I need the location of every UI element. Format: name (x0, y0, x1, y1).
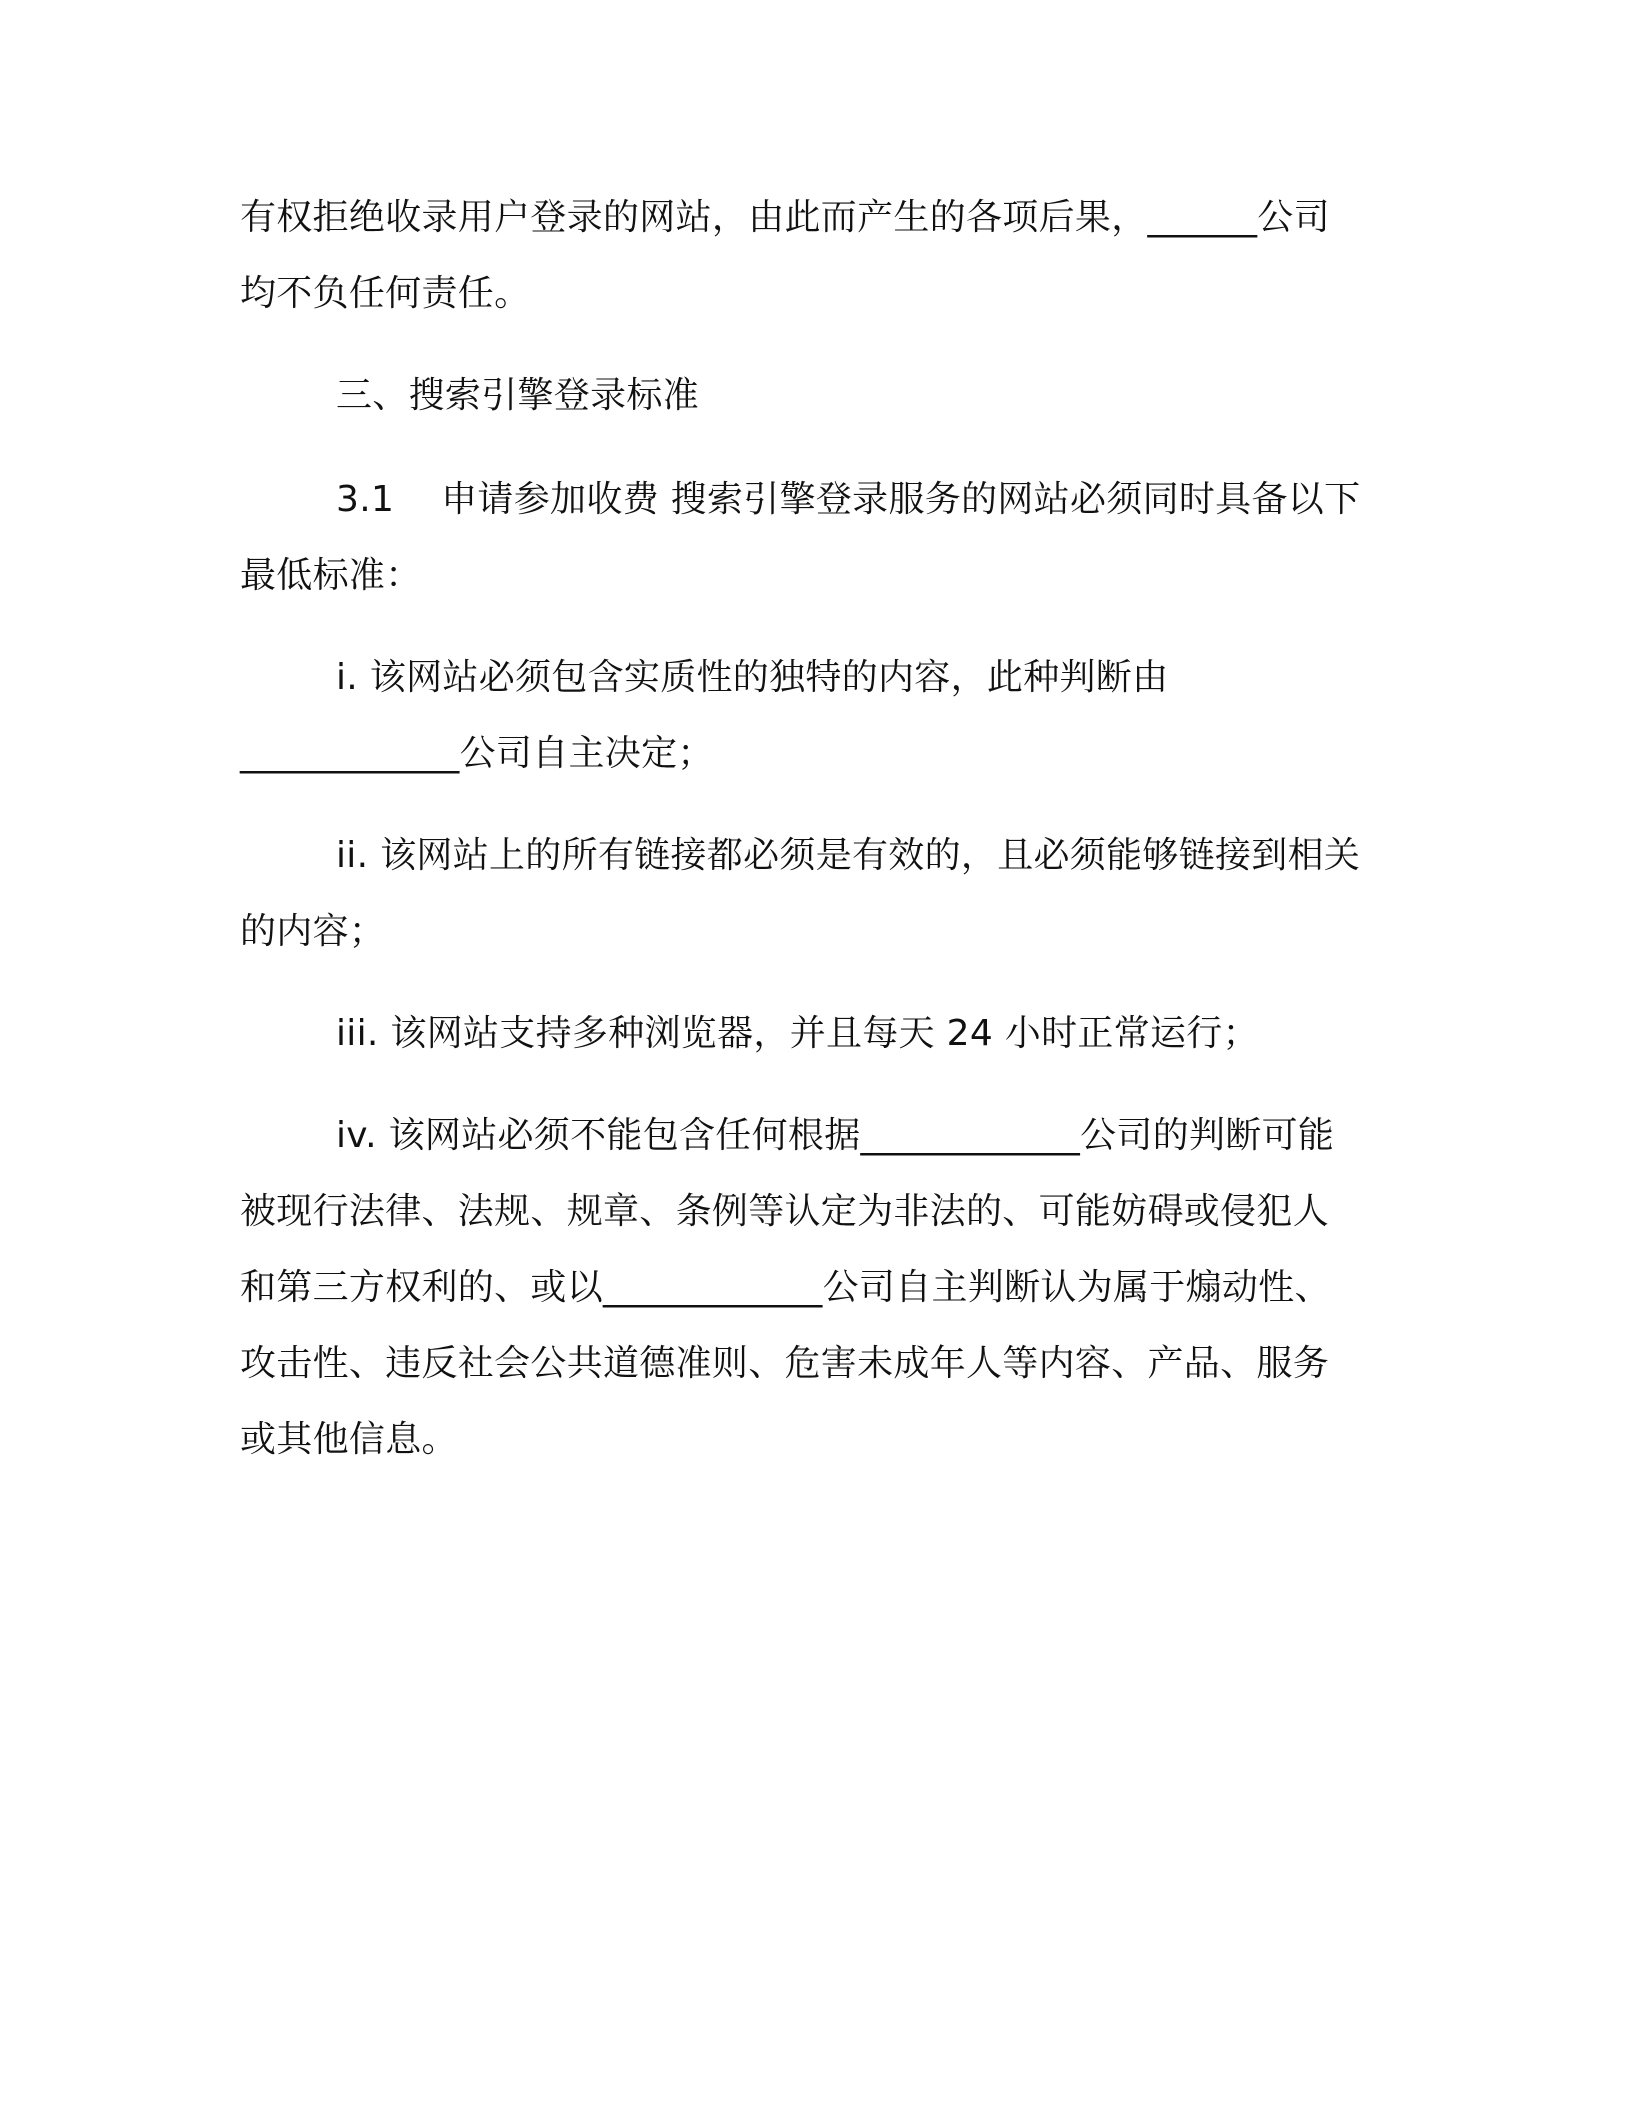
clause-2-line-1: 有权拒绝收录用户登录的网站，由此而产生的各项后果，______公司 (240, 197, 1330, 238)
item-i-line-2: ____________公司自主决定； (240, 733, 714, 774)
item-iv-line-1: iv. 该网站必须不能包含任何根据____________公司的判断可能 (336, 1115, 1335, 1156)
item-iv-line-3: 和第三方权利的、或以____________公司自主判断认为属于煽动性、 (240, 1267, 1331, 1308)
item-iii-line-1: iii. 该网站支持多种浏览器，并且每天 24 小时正常运行； (336, 1013, 1259, 1054)
item-iv-line-4: 攻击性、违反社会公共道德准则、危害未成年人等内容、产品、服务 (240, 1343, 1330, 1384)
clause-2-line-2: 均不负任何责任。 (240, 273, 531, 314)
item-i-line-1: i. 该网站必须包含实质性的独特的内容，此种判断由 (336, 657, 1169, 698)
item-ii-line-2: 的内容； (240, 911, 386, 952)
item-ii-line-1: ii. 该网站上的所有链接都必须是有效的，且必须能够链接到相关 (336, 835, 1361, 876)
clause-3-1-line-1: 3.1 申请参加收费 搜索引擎登录服务的网站必须同时具备以下 (336, 479, 1361, 520)
clause-3-1-line-2: 最低标准： (240, 555, 422, 596)
section-3-heading: 三、搜索引擎登录标准 (336, 375, 700, 416)
item-iv-line-2: 被现行法律、法规、规章、条例等认定为非法的、可能妨碍或侵犯人 (240, 1191, 1330, 1232)
item-iv-line-5: 或其他信息。 (240, 1419, 458, 1460)
